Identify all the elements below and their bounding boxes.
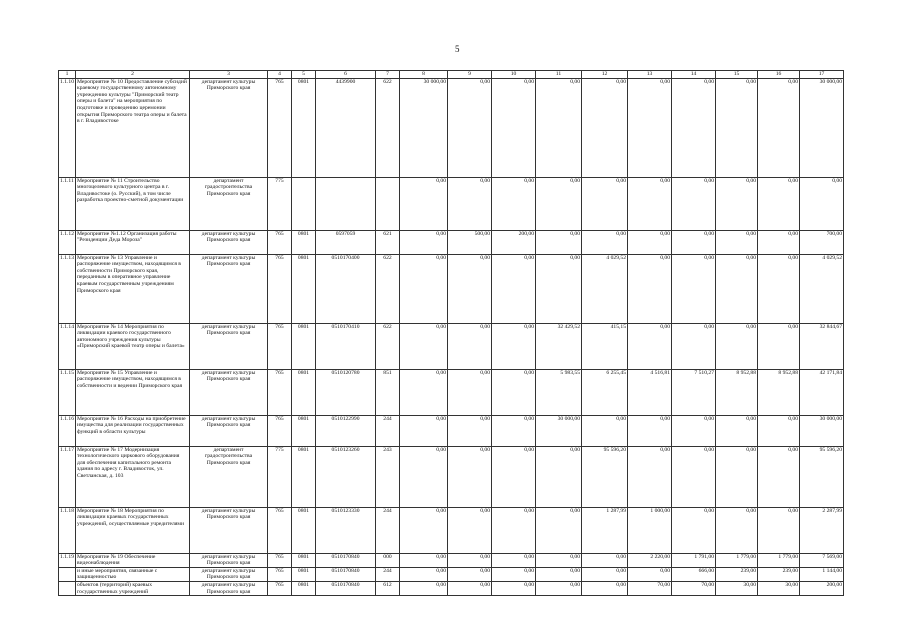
responsible-department: департамент культуры Приморского края <box>190 78 268 177</box>
col-4: 765 <box>268 78 292 177</box>
col-15: 30,00 <box>716 581 758 595</box>
col-6: 0510170840 <box>316 567 376 581</box>
col-11: 30 000,00 <box>536 415 582 446</box>
program-table <box>58 70 844 596</box>
col-11: 0,00 <box>536 78 582 177</box>
table-row <box>59 230 844 254</box>
col-8: 0,00 <box>400 567 448 581</box>
col-16: 30,00 <box>758 581 800 595</box>
col-10: 0,00 <box>492 446 536 507</box>
column-header: 14 <box>672 71 716 79</box>
col-8: 0,00 <box>400 415 448 446</box>
col-9: 0,00 <box>448 446 492 507</box>
col-5: 0801 <box>292 553 316 567</box>
activity-name: Мероприятие № 10 Предоставление субсидий краевому государственному автономному учреждению культуры "Приморский театр оперы и балета" на мероприятия по подготовке и проведению церемонии открытия Приморского театра оперы и балета в г. Владивостоке <box>76 78 190 177</box>
col-13: 0,00 <box>628 446 672 507</box>
col-17: 32 844,67 <box>800 323 844 369</box>
col-17: 4 029,52 <box>800 254 844 323</box>
column-header: 17 <box>800 71 844 79</box>
col-7: 851 <box>376 369 400 415</box>
col-4: 765 <box>268 415 292 446</box>
activity-name: Мероприятие № 11 Строительство многоцелевого культурного центра в г. Владивостоке (о. Русский), в том числе разработка проектно-сметной документации <box>76 177 190 230</box>
col-4: 765 <box>268 581 292 595</box>
col-14: 0,00 <box>672 230 716 254</box>
column-header: 10 <box>492 71 536 79</box>
col-14: 0,00 <box>672 507 716 553</box>
col-6: 0510120780 <box>316 369 376 415</box>
column-header: 11 <box>536 71 582 79</box>
col-5: 0801 <box>292 323 316 369</box>
col-8: 30 000,00 <box>400 78 448 177</box>
col-13: 0,00 <box>628 567 672 581</box>
col-16: 8 952,88 <box>758 369 800 415</box>
col-13: 0,00 <box>628 177 672 230</box>
col-14: 7 510,27 <box>672 369 716 415</box>
table-row <box>59 369 844 415</box>
responsible-department: департамент культуры Приморского края <box>190 507 268 553</box>
col-14: 0,00 <box>672 254 716 323</box>
col-10: 200,00 <box>492 230 536 254</box>
col-8: 0,00 <box>400 553 448 567</box>
col-8: 0,00 <box>400 323 448 369</box>
row-number: 1.1.16 <box>59 415 76 446</box>
col-17: 7 569,00 <box>800 553 844 567</box>
table-row <box>59 415 844 446</box>
col-10: 0,00 <box>492 323 536 369</box>
col-9: 0,00 <box>448 567 492 581</box>
col-11: 0,00 <box>536 567 582 581</box>
col-16: 0,00 <box>758 323 800 369</box>
col-16: 0,00 <box>758 177 800 230</box>
col-16: 1 779,00 <box>758 553 800 567</box>
table-row <box>59 507 844 553</box>
col-17: 30 000,00 <box>800 78 844 177</box>
col-15: 0,00 <box>716 254 758 323</box>
activity-name: Мероприятие № 13 Управление и распоряжение имуществом, находящимся в собственности Приморского края, переданным в оперативное управление краевым государственным учреждениям Приморского края <box>76 254 190 323</box>
col-9: 0,00 <box>448 323 492 369</box>
row-number: 1.1.10 <box>59 78 76 177</box>
col-11: 0,00 <box>536 446 582 507</box>
table-row <box>59 177 844 230</box>
col-12: 95 596,20 <box>582 446 628 507</box>
responsible-department: департамент культуры Приморского края <box>190 553 268 567</box>
column-header: 8 <box>400 71 448 79</box>
col-7: 622 <box>376 254 400 323</box>
col-9: 0,00 <box>448 581 492 595</box>
column-header: 15 <box>716 71 758 79</box>
col-7: 612 <box>376 581 400 595</box>
table-row <box>59 567 844 581</box>
col-10: 0,00 <box>492 415 536 446</box>
col-5: 0801 <box>292 507 316 553</box>
col-11: 0,00 <box>536 254 582 323</box>
responsible-department: департамент культуры Приморского края <box>190 230 268 254</box>
row-number: 1.1.17 <box>59 446 76 507</box>
activity-name: и иные мероприятия, связанные с защищенностью <box>76 567 190 581</box>
col-17: 2 287,99 <box>800 507 844 553</box>
activity-name: Мероприятие № 19 Обеспечение видеонаблюдения <box>76 553 190 567</box>
col-17: 30 000,00 <box>800 415 844 446</box>
col-16: 0,00 <box>758 507 800 553</box>
activity-name: Мероприятие № 16 Расходы на приобретение имущества для реализации государственных функций в области культуры <box>76 415 190 446</box>
col-4: 765 <box>268 323 292 369</box>
col-11: 0,00 <box>536 177 582 230</box>
col-6 <box>316 177 376 230</box>
col-16: 0,00 <box>758 254 800 323</box>
col-14: 0,00 <box>672 415 716 446</box>
responsible-department: департамент культуры Приморского края <box>190 415 268 446</box>
column-header: 5 <box>292 71 316 79</box>
col-13: 1 000,00 <box>628 507 672 553</box>
col-9: 0,00 <box>448 553 492 567</box>
col-10: 0,00 <box>492 567 536 581</box>
col-4: 765 <box>268 507 292 553</box>
col-11: 32 429,52 <box>536 323 582 369</box>
responsible-department: департамент градостроительства Приморского края <box>190 446 268 507</box>
col-8: 0,00 <box>400 581 448 595</box>
responsible-department: департамент градостроительства Приморского края <box>190 177 268 230</box>
col-10: 0,00 <box>492 581 536 595</box>
row-number: 1.1.14 <box>59 323 76 369</box>
col-10: 0,00 <box>492 177 536 230</box>
col-15: 0,00 <box>716 446 758 507</box>
row-number: 1.1.19 <box>59 553 76 567</box>
row-number: 1.1.11 <box>59 177 76 230</box>
column-header: 13 <box>628 71 672 79</box>
table-row <box>59 323 844 369</box>
col-17: 700,00 <box>800 230 844 254</box>
col-7: 244 <box>376 415 400 446</box>
col-15: 0,00 <box>716 78 758 177</box>
column-header: 4 <box>268 71 292 79</box>
col-14: 0,00 <box>672 446 716 507</box>
col-12: 0,00 <box>582 78 628 177</box>
col-17: 1 144,00 <box>800 567 844 581</box>
col-15: 1 779,00 <box>716 553 758 567</box>
col-7: 621 <box>376 230 400 254</box>
col-8: 0,00 <box>400 230 448 254</box>
responsible-department: департамент культуры Приморского края <box>190 567 268 581</box>
col-7: 244 <box>376 507 400 553</box>
row-number: 1.1.13 <box>59 254 76 323</box>
responsible-department: департамент культуры Приморского края <box>190 323 268 369</box>
col-13: 0,00 <box>628 230 672 254</box>
column-header: 7 <box>376 71 400 79</box>
column-header: 16 <box>758 71 800 79</box>
col-12: 0,00 <box>582 177 628 230</box>
row-number <box>59 581 76 595</box>
col-14: 1 791,00 <box>672 553 716 567</box>
col-16: 0,00 <box>758 446 800 507</box>
col-8: 0,00 <box>400 254 448 323</box>
col-8: 0,00 <box>400 177 448 230</box>
col-6: 0510123330 <box>316 507 376 553</box>
col-6: 0510123260 <box>316 446 376 507</box>
column-header: 2 <box>76 71 190 79</box>
col-16: 0,00 <box>758 230 800 254</box>
col-5: 0801 <box>292 230 316 254</box>
table-row <box>59 254 844 323</box>
col-10: 0,00 <box>492 553 536 567</box>
col-13: 2 220,00 <box>628 553 672 567</box>
table-row <box>59 78 844 177</box>
table-body <box>59 78 844 596</box>
activity-name: Мероприятие № 14 Мероприятия по ликвидации краевого государственного автономного учреждения культуры «Приморский краевой театр оперы и балета» <box>76 323 190 369</box>
col-15: 0,00 <box>716 177 758 230</box>
col-15: 0,00 <box>716 323 758 369</box>
column-header: 3 <box>190 71 268 79</box>
col-9: 0,00 <box>448 254 492 323</box>
col-12: 415,15 <box>582 323 628 369</box>
col-13: 0,00 <box>628 415 672 446</box>
col-12: 0,00 <box>582 230 628 254</box>
col-9: 0,00 <box>448 507 492 553</box>
col-4: 765 <box>268 230 292 254</box>
responsible-department: департамент культуры Приморского края <box>190 369 268 415</box>
col-5: 0801 <box>292 581 316 595</box>
col-13: 4 516,81 <box>628 369 672 415</box>
activity-name: объектов (территорий) краевых государственных учреждений <box>76 581 190 595</box>
col-13: 70,00 <box>628 581 672 595</box>
col-14: 0,00 <box>672 177 716 230</box>
col-5: 0801 <box>292 254 316 323</box>
column-header: 1 <box>59 71 76 79</box>
header-row <box>59 71 844 79</box>
responsible-department: департамент культуры Приморского края <box>190 254 268 323</box>
col-12: 4 029,52 <box>582 254 628 323</box>
col-12: 0,00 <box>582 581 628 595</box>
col-11: 5 983,55 <box>536 369 582 415</box>
col-12: 6 255,45 <box>582 369 628 415</box>
col-7: 000 <box>376 553 400 567</box>
col-17: 95 596,20 <box>800 446 844 507</box>
page-number: 5 <box>455 44 460 54</box>
col-13: 0,00 <box>628 78 672 177</box>
col-6: 4439900 <box>316 78 376 177</box>
column-header: 12 <box>582 71 628 79</box>
col-14: 70,00 <box>672 581 716 595</box>
row-number: 1.1.12 <box>59 230 76 254</box>
col-5: 0801 <box>292 78 316 177</box>
col-14: 666,00 <box>672 567 716 581</box>
col-15: 0,00 <box>716 507 758 553</box>
col-13: 0,00 <box>628 323 672 369</box>
col-12: 0,00 <box>582 567 628 581</box>
activity-name: Мероприятие №1.12 Организация работы "Резиденции Деда Мороза" <box>76 230 190 254</box>
table-row <box>59 581 844 595</box>
col-12: 0,00 <box>582 415 628 446</box>
activity-name: Мероприятие № 18 Мероприятия по ликвидации краевых государственных учреждений, осуществляемые учредителями <box>76 507 190 553</box>
col-4: 775 <box>268 446 292 507</box>
col-15: 8 952,88 <box>716 369 758 415</box>
table-row <box>59 553 844 567</box>
activity-name: Мероприятие № 15 Управление и распоряжение имуществом, находящимся в собственности и ведении Приморского края <box>76 369 190 415</box>
col-12: 0,00 <box>582 553 628 567</box>
col-12: 1 287,99 <box>582 507 628 553</box>
col-5 <box>292 177 316 230</box>
col-6: 0510170840 <box>316 581 376 595</box>
col-6: 0510122990 <box>316 415 376 446</box>
col-6: 0510170400 <box>316 254 376 323</box>
col-16: 0,00 <box>758 78 800 177</box>
col-7: 244 <box>376 567 400 581</box>
col-15: 0,00 <box>716 415 758 446</box>
responsible-department: департамент культуры Приморского края <box>190 581 268 595</box>
col-10: 0,00 <box>492 78 536 177</box>
col-7: 622 <box>376 323 400 369</box>
col-9: 0,00 <box>448 177 492 230</box>
col-4: 765 <box>268 369 292 415</box>
col-4: 765 <box>268 254 292 323</box>
col-8: 0,00 <box>400 446 448 507</box>
col-16: 239,00 <box>758 567 800 581</box>
col-7: 622 <box>376 78 400 177</box>
col-4: 765 <box>268 567 292 581</box>
col-7: 243 <box>376 446 400 507</box>
col-15: 0,00 <box>716 230 758 254</box>
col-5: 0801 <box>292 415 316 446</box>
col-10: 0,00 <box>492 507 536 553</box>
col-5: 0801 <box>292 369 316 415</box>
col-6: 0597059 <box>316 230 376 254</box>
col-10: 0,00 <box>492 254 536 323</box>
col-11: 0,00 <box>536 507 582 553</box>
col-8: 0,00 <box>400 369 448 415</box>
col-5: 0801 <box>292 567 316 581</box>
col-8: 0,00 <box>400 507 448 553</box>
column-header: 9 <box>448 71 492 79</box>
row-number <box>59 567 76 581</box>
col-11: 0,00 <box>536 230 582 254</box>
col-9: 500,00 <box>448 230 492 254</box>
col-4: 765 <box>268 553 292 567</box>
col-17: 200,00 <box>800 581 844 595</box>
col-16: 0,00 <box>758 415 800 446</box>
col-9: 0,00 <box>448 415 492 446</box>
col-17: 0,00 <box>800 177 844 230</box>
col-6: 0510170840 <box>316 553 376 567</box>
row-number: 1.1.18 <box>59 507 76 553</box>
column-header: 6 <box>316 71 376 79</box>
col-7 <box>376 177 400 230</box>
activity-name: Мероприятие № 17 Модернизация технологического циркового оборудования для обеспечения капитального ремонта здания по адресу г. Владивосток, ул. Светланская, д. 103 <box>76 446 190 507</box>
col-13: 0,00 <box>628 254 672 323</box>
col-9: 0,00 <box>448 369 492 415</box>
col-5: 0801 <box>292 446 316 507</box>
col-11: 0,00 <box>536 581 582 595</box>
col-15: 239,00 <box>716 567 758 581</box>
table-row <box>59 446 844 507</box>
col-14: 0,00 <box>672 323 716 369</box>
col-17: 42 171,84 <box>800 369 844 415</box>
col-6: 0510170410 <box>316 323 376 369</box>
col-14: 0,00 <box>672 78 716 177</box>
col-9: 0,00 <box>448 78 492 177</box>
row-number: 1.1.15 <box>59 369 76 415</box>
col-10: 0,00 <box>492 369 536 415</box>
col-11: 0,00 <box>536 553 582 567</box>
col-4: 775 <box>268 177 292 230</box>
